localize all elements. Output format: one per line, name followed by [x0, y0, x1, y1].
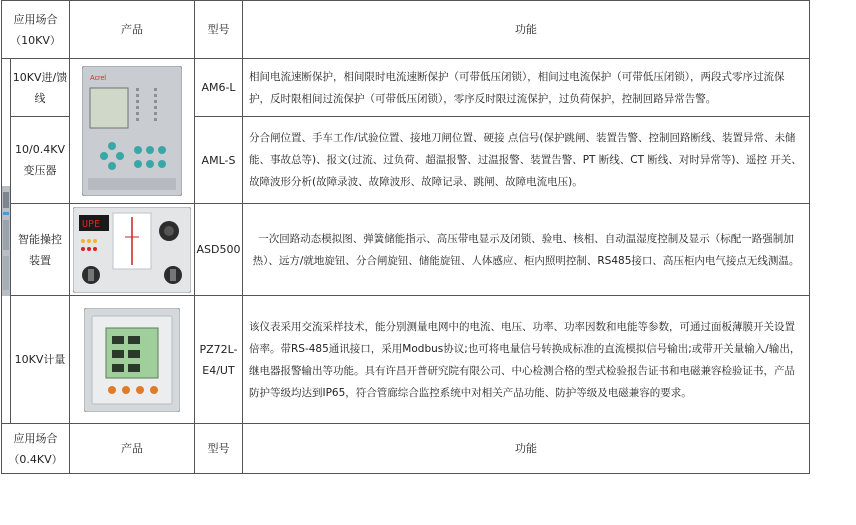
product-image-cell — [70, 204, 195, 296]
model-cell: AML-S — [195, 117, 243, 204]
am6-l-relay-image — [82, 66, 182, 196]
scene-cell — [11, 59, 70, 117]
scene-label-cont: 装置 — [29, 253, 51, 267]
scene-cell — [11, 296, 70, 424]
function-text: 分合闸位置、手车工作/试验位置、接地刀闸位置、硬接 点信号(保护跳闸、装置告警、控制回路断线、装置异常、未储能、事故总等)、报文(过流、过负荷、超温报警、过温报警、装置告警、PT 断线、CT 断线、对时异常等)、遥控 开关、故障波形分析(故障录波、故障波形、故障记录、跳闸、故障电流电压)。 — [243, 117, 810, 204]
brand-logo: Acrel — [90, 75, 106, 82]
product-image-cell — [70, 59, 195, 204]
header-scene-voltage: （0.4KV） — [8, 452, 63, 466]
switchgear-cabinet-image — [2, 186, 10, 296]
header-function: 功能 — [243, 424, 810, 474]
header-scene-label: 应用场合 — [13, 431, 58, 445]
scene-label-cont: 线 — [34, 91, 46, 105]
header-scene-label: 应用场合 — [13, 12, 58, 26]
switchgear-image-cell — [2, 59, 11, 424]
function-text: 一次回路动态模拟图、弹簧储能指示、高压带电显示及闭锁、验电、核相、自动温湿度控制及显示（标配一路强制加热）、远方/就地旋钮、分合闸旋钮、储能旋钮、人体感应、柜内照明控制、RS485接口、高压柜内电气接点无线测温。 — [243, 204, 810, 296]
function-text: 该仪表采用交流采样技术，能分别测量电网中的电流、电压、功率、功率因数和电能等参数，可通过面板薄膜开关设置倍率。带RS-485通讯接口，采用Modbus协议;也可将电量信号转换成标准的直流模拟信号输出;或带开关量输入/输出，继电器报警输出等功能。具有许昌开普研究院有限公司、中心检测合格的型式检验报告证书和电磁兼容检验证书，产品防护等级均达到IP65，符合管廊综合监控系统中对相关产品功能、防护等级及电磁兼容的要求。 — [243, 296, 810, 424]
scene-label: 10/0.4KV — [15, 143, 65, 156]
model-cell: ASD500 — [195, 204, 243, 296]
scene-label: 智能操控 — [18, 232, 62, 246]
table-row — [2, 59, 810, 117]
header-row-04kv — [2, 424, 810, 474]
model-line1: PZ72L- — [199, 342, 238, 356]
header-scene-cell — [2, 424, 70, 474]
scene-label: 10KV计量 — [14, 353, 66, 366]
header-product: 产品 — [70, 1, 195, 59]
scene-label-cont: 变压器 — [23, 164, 57, 177]
model-line2: E4/UT — [202, 363, 235, 377]
model-cell — [195, 296, 243, 424]
led-readout: UPE — [82, 218, 101, 230]
scene-label: 10KV进/馈 — [12, 70, 68, 84]
model-cell: AM6-L — [195, 59, 243, 117]
scene-cell — [11, 204, 70, 296]
header-scene-cell — [2, 1, 70, 59]
product-image-cell — [70, 296, 195, 424]
pz72l-meter-image — [84, 308, 180, 412]
header-function: 功能 — [243, 1, 810, 59]
function-text: 相间电流速断保护，相间限时电流速断保护（可带低压闭锁），相间过电流保护（可带低压闭锁），两段式零序过流保护，反时限相间过流保护（可带低压闭锁），零序反时限过流保护，过负荷保护，控制回路异常告警。 — [243, 59, 810, 117]
table-row — [2, 204, 810, 296]
asd500-controller-image — [73, 207, 191, 293]
scene-cell — [11, 117, 70, 204]
product-spec-table — [1, 0, 810, 474]
header-model: 型号 — [195, 424, 243, 474]
header-model: 型号 — [195, 1, 243, 59]
header-scene-voltage: （10KV） — [10, 33, 61, 47]
header-product: 产品 — [70, 424, 195, 474]
header-row-10kv — [2, 1, 810, 59]
table-row — [2, 296, 810, 424]
